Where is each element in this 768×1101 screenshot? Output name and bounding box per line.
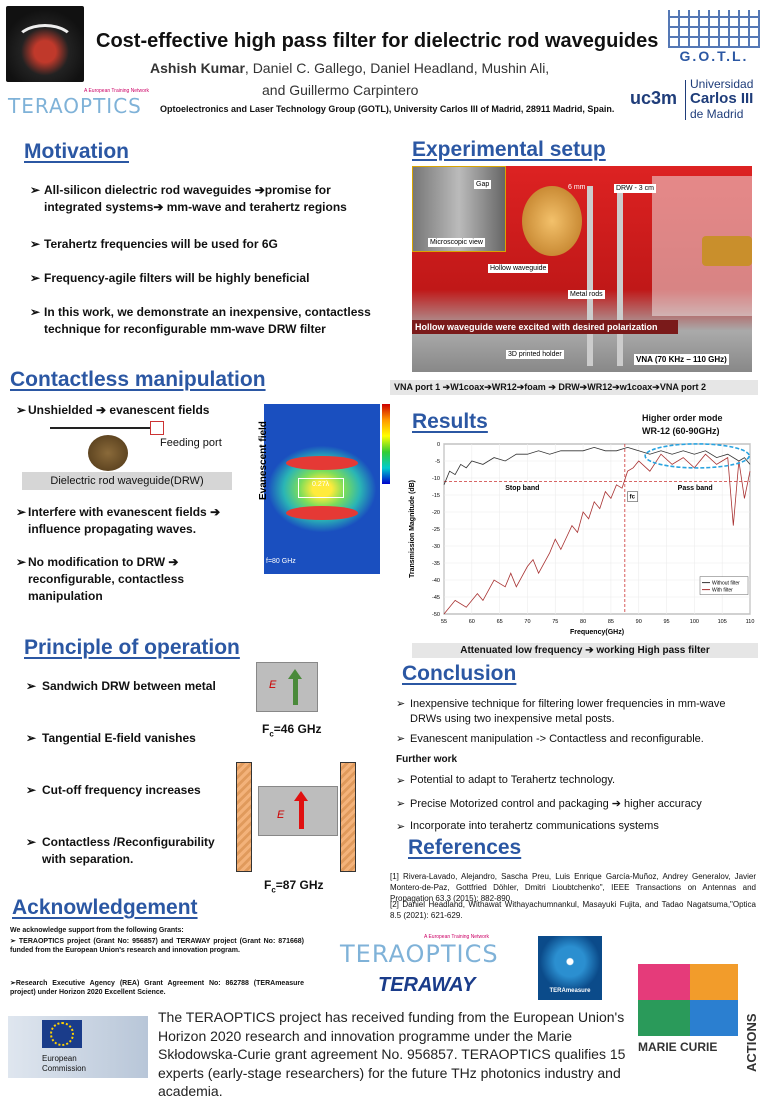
uc3m-divider bbox=[685, 80, 686, 120]
motivation-text-2: Terahertz frequencies will be used for 6G bbox=[44, 237, 278, 251]
legend-entry: With filter bbox=[712, 587, 733, 594]
principle-text-3: Cut-off frequency increases bbox=[42, 783, 201, 797]
x-tick-label: 55 bbox=[440, 619, 448, 625]
authors bbox=[150, 60, 549, 76]
evanescent-label: Evanescent field bbox=[258, 421, 269, 500]
y-tick-label: -40 bbox=[432, 578, 440, 584]
univ-line3: de Madrid bbox=[690, 106, 744, 121]
conclusion-text-1: Inexpensive technique for filtering lower frequencies in mm-wave DRWs using two inexpensive metal posts. bbox=[410, 698, 726, 726]
motivation-text-3: Frequency-agile filters will be highly beneficial bbox=[44, 271, 310, 285]
motivation-item-1: ➢ All-silicon dielectric rod waveguides ➔promise for integrated systems➔ mm-wave and terahertz regions bbox=[30, 183, 347, 214]
setup-label-holder: 3D printed holder bbox=[508, 351, 562, 358]
gotl-text: G.O.T.L. bbox=[679, 48, 749, 64]
y-tick-label: 0 bbox=[436, 442, 440, 448]
work-text-1: Potential to adapt to Terahertz technology. bbox=[410, 774, 616, 786]
setup-photo bbox=[412, 166, 752, 372]
motivation-heading: Motivation bbox=[24, 140, 129, 163]
contactless-item-1: ➢ Unshielded ➔ evanescent fields bbox=[16, 403, 210, 417]
fc2-val: =87 GHz bbox=[275, 878, 324, 892]
eu-line1: European bbox=[42, 1054, 77, 1063]
principle-item-3: ➢ Cut-off frequency increases bbox=[26, 783, 201, 797]
higher-order-line2: WR-12 (60-90GHz) bbox=[642, 425, 720, 436]
setup-label-drw: DRW - 3 cm bbox=[616, 185, 654, 192]
footer-funding-text: The TERAOPTICS project has received funding from the European Union's Horizon 2020 research and innovation programme under the Marie Skłodowska-Curie grant agreement No. 956857. TERAOPTICS qualifies 15 experts (early-stage researchers) for the future THz photonics industry and academia. bbox=[158, 1009, 626, 1100]
x-tick-label: 95 bbox=[663, 619, 670, 625]
legend-entry: Without filter bbox=[712, 580, 740, 587]
e-label-1: E bbox=[269, 679, 277, 691]
terameasure-text: TERAmeasure bbox=[549, 988, 591, 994]
needle bbox=[50, 427, 150, 429]
header-photo bbox=[6, 6, 84, 82]
x-tick-label: 80 bbox=[580, 619, 587, 625]
principle-item-2: ➢ Tangential E-field vanishes bbox=[26, 731, 196, 745]
fc2-f: F bbox=[264, 878, 272, 892]
higher-order-line1: Higher order mode bbox=[642, 413, 723, 423]
x-tick-label: 90 bbox=[635, 619, 642, 625]
principle-item-4: ➢ Contactless /Reconfigurability with separation. bbox=[26, 835, 215, 866]
x-tick-label: 70 bbox=[524, 619, 531, 625]
stop-band-label: Stop band bbox=[505, 484, 540, 492]
drw-diagram-2 bbox=[258, 786, 338, 836]
x-tick-label: 110 bbox=[745, 619, 755, 625]
conclusion-item-1: ➢ Inexpensive technique for filtering lower frequencies in mm-wave DRWs using two inexpensive metal posts. bbox=[396, 698, 726, 726]
terameasure-logo bbox=[538, 936, 602, 1000]
eu-logo bbox=[8, 1016, 148, 1078]
higher-order-label bbox=[642, 412, 723, 437]
metal-plate-left bbox=[236, 762, 252, 872]
principle-text-2: Tangential E-field vanishes bbox=[42, 731, 196, 745]
setup-label-gap: Gap bbox=[476, 181, 490, 188]
y-tick-label: -15 bbox=[432, 493, 440, 499]
authors-line2: and Guillermo Carpintero bbox=[262, 82, 419, 98]
pass-band-label: Pass band bbox=[677, 484, 713, 492]
work-item-1: ➢ Potential to adapt to Terahertz technology. bbox=[396, 774, 616, 787]
principle-text-1: Sandwich DRW between metal bbox=[42, 679, 216, 693]
fc1-f: F bbox=[262, 722, 270, 736]
contactless-text-2: Interfere with evanescent fields ➔ influence propagating waves. bbox=[28, 505, 221, 536]
uc3m-logo: uc3m bbox=[630, 88, 678, 108]
x-tick-label: 60 bbox=[468, 619, 475, 625]
colorbar bbox=[382, 404, 390, 484]
y-axis-label: Transmission Magnitude (dB) bbox=[409, 479, 416, 579]
conclusion-heading: Conclusion bbox=[402, 662, 517, 685]
actions-text: ACTIONS bbox=[744, 1013, 759, 1072]
fc2-sub: c bbox=[271, 885, 276, 895]
setup-label-micro: Microscopic view bbox=[430, 239, 483, 246]
y-tick-label: -35 bbox=[432, 561, 440, 567]
coin bbox=[88, 435, 128, 471]
results-caption: Attenuated low frequency ➔ working High pass filter bbox=[412, 643, 758, 658]
feeding-port-box bbox=[150, 421, 164, 435]
drw-label: Dielectric rod waveguide(DRW) bbox=[50, 475, 204, 487]
motivation-item-4: ➢ In this work, we demonstrate an inexpensive, contactless technique for reconfigurable mm-wave DRW filter bbox=[30, 305, 371, 336]
setup-caption: Hollow waveguide were excited with desired polarization bbox=[412, 320, 678, 334]
work-text-2: Precise Motorized control and packaging ➔ higher accuracy bbox=[410, 798, 702, 810]
fc-label: fc bbox=[629, 494, 635, 501]
principle-item-1: ➢ Sandwich DRW between metal bbox=[26, 679, 216, 693]
transmission-chart bbox=[404, 438, 760, 640]
field-simulation bbox=[264, 404, 380, 574]
results-heading: Results bbox=[412, 410, 488, 433]
teraway-logo: TERAWAY bbox=[378, 974, 476, 996]
conclusion-text-2: Evanescent manipulation -> Contactless and reconfigurable. bbox=[410, 733, 704, 745]
contactless-heading: Contactless manipulation bbox=[10, 368, 266, 391]
principle-text-4: Contactless /Reconfigurability with separation. bbox=[42, 835, 215, 866]
x-tick-label: 65 bbox=[496, 619, 503, 625]
univ-name bbox=[690, 78, 753, 121]
field-dim: 0.27λ bbox=[312, 481, 330, 488]
x-tick-label: 85 bbox=[607, 619, 614, 625]
principle-heading: Principle of operation bbox=[24, 636, 240, 659]
contactless-item-2: ➢ Interfere with evanescent fields ➔ influence propagating waves. bbox=[16, 505, 221, 536]
work-text-3: Incorporate into terahertz communications systems bbox=[410, 820, 659, 832]
y-tick-label: -50 bbox=[432, 612, 440, 618]
e-label-2: E bbox=[277, 809, 285, 821]
drw-diagram-1 bbox=[256, 662, 318, 712]
teraoptics-logo-footer: TERAOPTICS bbox=[340, 940, 499, 968]
x-tick-label: 100 bbox=[689, 619, 699, 625]
fc-46 bbox=[262, 722, 322, 738]
y-tick-label: -10 bbox=[432, 476, 440, 482]
marie-curie-text: MARIE CURIE bbox=[638, 1040, 718, 1054]
motivation-text-1: All-silicon dielectric rod waveguides ➔promise for integrated systems➔ mm-wave and terahertz regions bbox=[44, 183, 347, 214]
univ-line2: Carlos III bbox=[690, 90, 754, 108]
setup-label-hollow: Hollow waveguide bbox=[490, 265, 547, 272]
marie-curie-logo bbox=[638, 964, 742, 1064]
contactless-text-1: Unshielded ➔ evanescent fields bbox=[28, 403, 210, 417]
teraoptics-logo: TERAOPTICS bbox=[8, 94, 142, 118]
author-main: Ashish Kumar bbox=[150, 60, 245, 76]
contactless-item-3: ➢ No modification to DRW ➔ reconfigurable, contactless manipulation bbox=[16, 555, 185, 603]
fc-87 bbox=[264, 878, 324, 894]
page-title: Cost-effective high pass filter for dielectric rod waveguides bbox=[96, 30, 659, 52]
work-item-3: ➢ Incorporate into terahertz communications systems bbox=[396, 820, 659, 833]
y-tick-label: -45 bbox=[432, 595, 440, 601]
reference-2: [2] Daniel Headland, Withawat Withayachumnankul, Masayuki Fujita, and Tadao Nagatsuma,"Optica 8.5 (2021): 621-629. bbox=[390, 900, 756, 920]
teraoptics-tagline: A European Training Network bbox=[84, 88, 150, 94]
motivation-item-2: ➢ Terahertz frequencies will be used for 6G bbox=[30, 237, 278, 251]
setup-label-vna: VNA (70 KHz – 110 GHz) bbox=[636, 355, 727, 364]
motivation-item-3: ➢ Frequency-agile filters will be highly beneficial bbox=[30, 271, 310, 285]
authors-rest: , Daniel C. Gallego, Daniel Headland, Mushin Ali, bbox=[244, 60, 550, 76]
y-tick-label: -25 bbox=[432, 527, 440, 533]
metal-plate-right bbox=[340, 762, 356, 872]
setup-heading: Experimental setup bbox=[412, 138, 606, 161]
ack-grant-2: ➢Research Executive Agency (REA) Grant Agreement No: 862788 (TERAmeasure project) under Horizon 2020 Excellent Science. bbox=[10, 980, 304, 997]
gotl-logo bbox=[668, 10, 760, 68]
y-tick-label: -30 bbox=[432, 544, 440, 550]
work-item-2: ➢ Precise Motorized control and packaging ➔ higher accuracy bbox=[396, 798, 702, 810]
contactless-text-3: No modification to DRW ➔ reconfigurable, contactless manipulation bbox=[28, 555, 185, 603]
fc1-val: =46 GHz bbox=[273, 722, 322, 736]
feeding-port-label: Feeding port bbox=[160, 437, 222, 449]
affiliation: Optoelectronics and Laser Technology Group (GOTL), University Carlos III of Madrid, 28911 Madrid, Spain. bbox=[160, 104, 615, 114]
signal-chain: VNA port 1 ➔W1coax➔WR12➔foam ➔ DRW➔WR12➔w1coax➔VNA port 2 bbox=[390, 380, 758, 395]
conclusion-item-2: ➢ Evanescent manipulation -> Contactless and reconfigurable. bbox=[396, 733, 704, 745]
ack-heading: Acknowledgement bbox=[12, 896, 198, 919]
setup-label-mm: 6 mm bbox=[568, 184, 586, 191]
references-heading: References bbox=[408, 836, 522, 859]
x-axis-label: Frequency(GHz) bbox=[569, 629, 625, 636]
further-work: Further work bbox=[396, 754, 458, 765]
ack-intro: We acknowledge support from the following Grants: bbox=[10, 927, 184, 934]
eu-line2: Commission bbox=[42, 1064, 87, 1073]
reference-1: [1] Rivera-Lavado, Alejandro, Sascha Preu, Luis Enrique García-Muñoz, Andrey Generalov, Javier Montero-de-Paz, Gottfried Döhler, Dmitri Lioubtchenko", IEEE Transactions on Antennas and Propagation 63.3 (2015): 882-890. bbox=[390, 872, 756, 903]
x-tick-label: 75 bbox=[552, 619, 559, 625]
field-freq: f=80 GHz bbox=[266, 558, 296, 565]
teraoptics-footer-tagline: A European Training Network bbox=[424, 934, 490, 940]
motivation-text-4: In this work, we demonstrate an inexpensive, contactless technique for reconfigurable mm-wave DRW filter bbox=[44, 305, 371, 336]
setup-label-rods: Metal rods bbox=[570, 291, 603, 298]
x-tick-label: 105 bbox=[717, 619, 727, 625]
y-tick-label: -20 bbox=[432, 510, 440, 516]
y-tick-label: -5 bbox=[435, 459, 440, 465]
fc1-sub: c bbox=[269, 729, 274, 739]
univ-line1: Universidad bbox=[690, 77, 754, 91]
ack-grant-1: ➢ TERAOPTICS project (Grant No: 956857) and TERAWAY project (Grant No: 871668) funded from the European Union's research and innovation program. bbox=[10, 938, 304, 955]
drw-bar bbox=[22, 472, 232, 490]
